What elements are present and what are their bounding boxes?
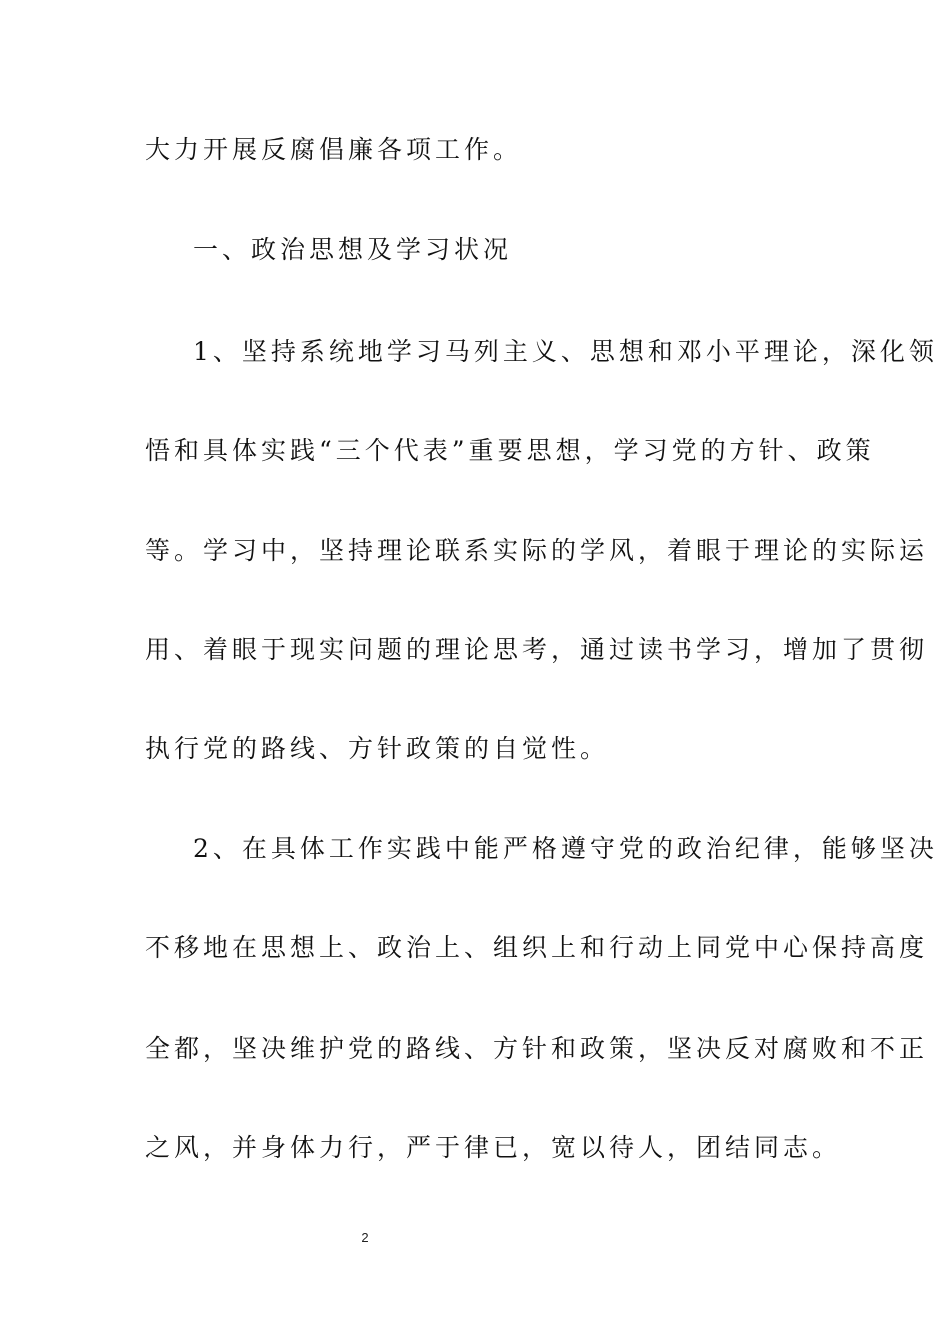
paragraph-1-line-4: 用、着眼于现实问题的理论思考，通过读书学习，增加了贯彻 [145,635,929,664]
paragraph-line-continuation: 大力开展反腐倡廉各项工作。 [145,135,523,164]
page-number: 2 [361,1230,369,1245]
paragraph-2-line-3: 全都，坚决维护党的路线、方针和政策，坚决反对腐败和不正 [145,1034,929,1063]
paragraph-1-line-1: 1、坚持系统地学习马列主义、思想和邓小平理论，深化领 [193,337,938,366]
paragraph-2-line-2: 不移地在思想上、政治上、组织上和行动上同党中心保持高度 [145,933,929,962]
section-heading: 一、政治思想及学习状况 [193,235,513,264]
paragraph-1-line-5: 执行党的路线、方针政策的自觉性。 [145,734,610,763]
paragraph-2-line-4: 之风，并身体力行，严于律已，宽以待人，团结同志。 [145,1133,842,1162]
paragraph-1-line-3: 等。学习中，坚持理论联系实际的学风，着眼于理论的实际运 [145,536,929,565]
paragraph-1-line-2: 悟和具体实践“三个代表”重要思想，学习党的方针、政策 [145,436,875,465]
paragraph-2-line-1: 2、在具体工作实践中能严格遵守党的政治纪律，能够坚决 [193,834,938,863]
